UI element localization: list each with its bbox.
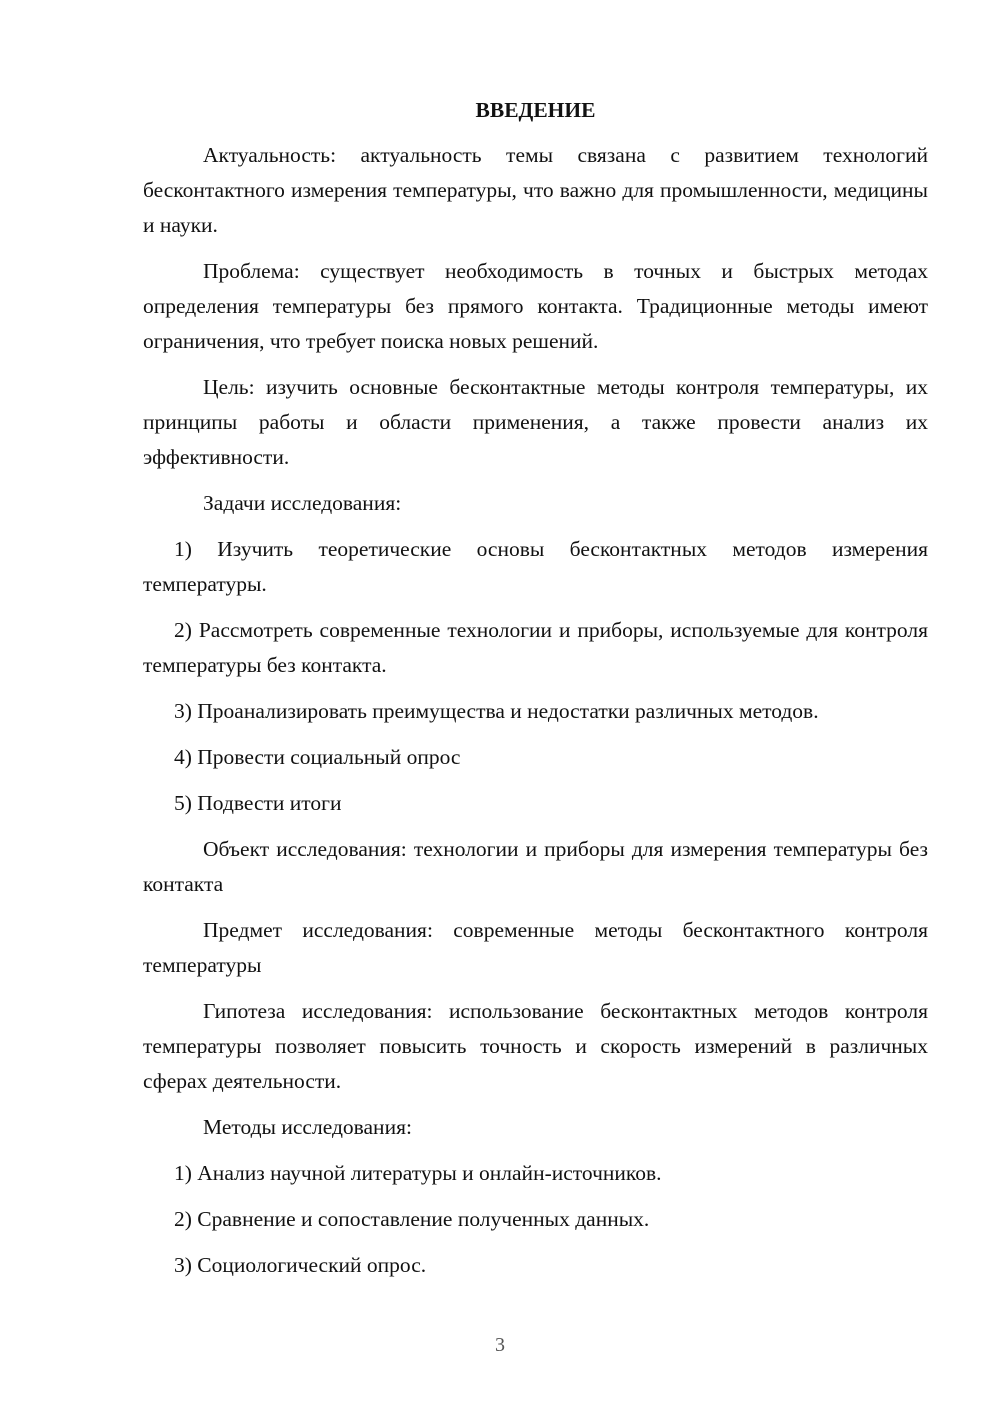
- task-item-4: 4) Провести социальный опрос: [174, 745, 461, 769]
- method-item-3: 3) Социологический опрос.: [174, 1253, 427, 1277]
- section-title: ВВЕДЕНИЕ: [475, 98, 596, 122]
- method-item-1: 1) Анализ научной литературы и онлайн-источников.: [174, 1161, 662, 1185]
- methods-heading: Методы исследования:: [203, 1115, 412, 1139]
- task-item-3: 3) Проанализировать преимущества и недостатки различных методов.: [174, 699, 819, 723]
- task-item-1: 1) Изучить теоретические основы бесконтактных методов измерения температуры.: [143, 537, 928, 596]
- document-page: [143, 92, 928, 1294]
- paragraph-hypothesis: Гипотеза исследования: использование бесконтактных методов контроля температуры позволяет повысить точность и скорость измерений в различных сферах деятельности.: [143, 999, 928, 1093]
- paragraph-object: Объект исследования: технологии и приборы для измерения температуры без контакта: [143, 837, 928, 896]
- tasks-heading: Задачи исследования:: [203, 491, 402, 515]
- method-item-2: 2) Сравнение и сопоставление полученных данных.: [174, 1207, 650, 1231]
- task-item-2: 2) Рассмотреть современные технологии и приборы, используемые для контроля температуры без контакта.: [143, 618, 928, 677]
- task-item-5: 5) Подвести итоги: [174, 791, 342, 815]
- paragraph-problem: Проблема: существует необходимость в точных и быстрых методах определения температуры без прямого контакта. Традиционные методы имеют ограничения, что требует поиска новых решений.: [143, 259, 928, 353]
- page-number: 3: [495, 1334, 505, 1356]
- paragraph-goal: Цель: изучить основные бесконтактные методы контроля температуры, их принципы работы и области применения, а также провести анализ их эффективности.: [143, 375, 928, 469]
- paragraph-relevance: Актуальность: актуальность темы связана с развитием технологий бесконтактного измерения температуры, что важно для промышленности, медицины и науки.: [143, 143, 928, 237]
- paragraph-subject: Предмет исследования: современные методы бесконтактного контроля температуры: [143, 918, 928, 977]
